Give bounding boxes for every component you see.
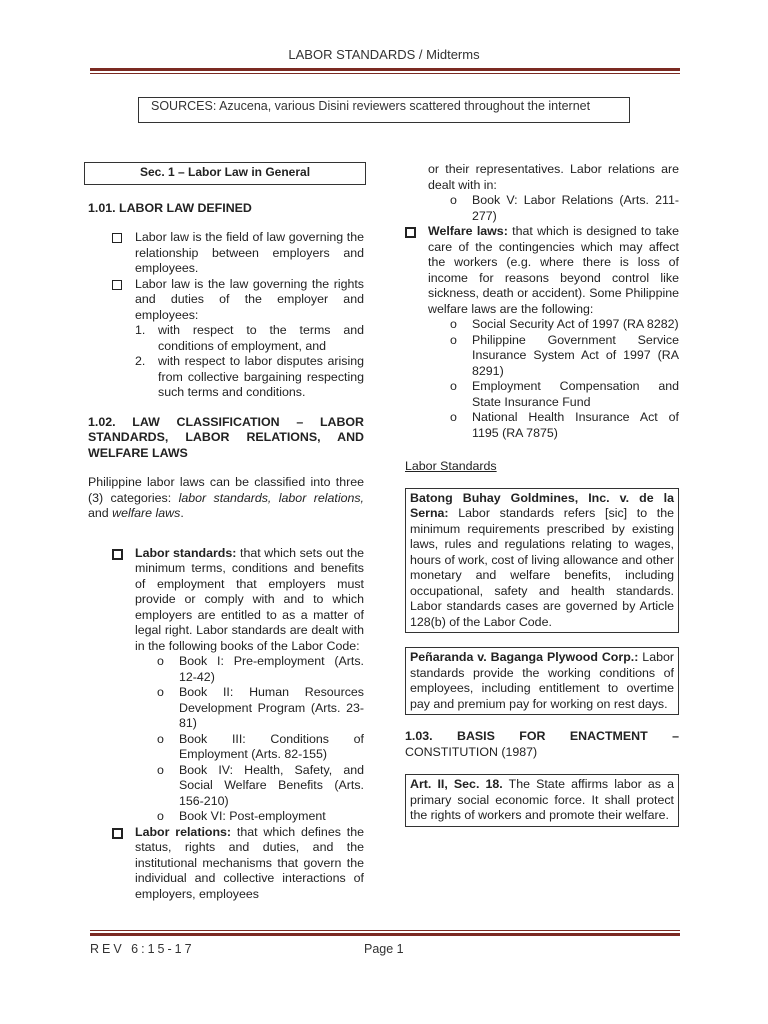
heading-1-01: 1.01. LABOR LAW DEFINED bbox=[88, 200, 252, 215]
header-rule bbox=[90, 68, 680, 74]
list-item: o Book IV: Health, Safety, and Social Welfare Benefits (Arts. 156-210) bbox=[157, 762, 364, 808]
square-bullet-icon bbox=[112, 549, 123, 560]
sources-text: SOURCES: Azucena, various Disini reviewers scattered throughout the internet bbox=[151, 99, 591, 113]
square-bullet-icon bbox=[405, 227, 416, 238]
numbered-list bbox=[135, 323, 364, 401]
list-item: o Book II: Human Resources Development Program (Arts. 23-81) bbox=[157, 685, 364, 730]
list-item: 2. with respect to labor disputes arising from collective bargaining respecting such terms and conditions. bbox=[135, 354, 364, 399]
sources-box bbox=[138, 97, 630, 123]
list-item: o Book V: Labor Relations (Arts. 211-277) bbox=[450, 193, 679, 223]
books-list bbox=[135, 654, 364, 825]
list-item: Welfare laws: that which is designed to take care of the contingencies which may affect the workers (e.g. where there is loss of income for reasons beyond control like sickness, death or accident). Some Philippine welfare laws are the following: o Social Security Act of 1997 (RA 8282) o Philippine Government Service Insurance System Act of 1997 (RA 8291) o Employment Compensation and State Insurance Fund o National Health Insurance Act of 1195 (RA 7875) bbox=[405, 224, 679, 441]
welfare-laws-list bbox=[428, 317, 679, 441]
article-box: Art. II, Sec. 18. The State affirms labor as a primary social economic force. It shall protect the rights of workers and promote their welfare. bbox=[405, 774, 679, 827]
right-column bbox=[405, 162, 679, 841]
list-item: o Book VI: Post-employment bbox=[157, 809, 326, 823]
page-number: Page 1 bbox=[364, 942, 404, 956]
list-item: o Social Security Act of 1997 (RA 8282) bbox=[450, 317, 679, 331]
list-item: Labor standards: that which sets out the minimum terms, conditions and benefits of employment that employers must provide or comply with and to which employers are entitled to as a matter of legal right. Labor standards are dealt with in the following books of the Labor Code: o Book I: Pre-employment (Arts. 12-42) o Book II: Human Resources Development Program (Arts. 23-81) o Book III: Conditions of Employment (Arts. 82-155) o Book IV: Health, Safety, and Social Welfare Benefits (Arts. 156-210) o Book VI: Post-employment bbox=[88, 546, 364, 825]
section-title-box: Sec. 1 – Labor Law in General bbox=[84, 162, 366, 185]
intro-paragraph: Philippine labor laws can be classified into three (3) categories: labor standards, labor relations, and welfare laws. bbox=[88, 475, 364, 520]
list-item: o Book I: Pre-employment (Arts. 12-42) bbox=[157, 654, 364, 684]
list-item: o Book III: Conditions of Employment (Arts. 82-155) bbox=[157, 731, 364, 761]
page-header-title: LABOR STANDARDS / Midterms bbox=[288, 47, 480, 62]
continued-text: or their representatives. Labor relations are dealt with in: o Book V: Labor Relations (Arts. 211-277) bbox=[428, 162, 679, 223]
case-box-penaranda: Peñaranda v. Baganga Plywood Corp.: Labor standards provide the working conditions of employees, including entitlement to overtime pay and premium pay for working on rest days. bbox=[405, 647, 679, 715]
revision-label: REV 6:15-17 bbox=[90, 942, 195, 956]
labor-relations-books-list bbox=[428, 193, 679, 224]
list-item: 1. with respect to the terms and conditions of employment, and bbox=[135, 323, 364, 353]
left-column bbox=[88, 162, 364, 902]
list-item: Labor relations: that which defines the status, rights and duties, and the institutional mechanisms that govern the individual and collective interactions of employers, employees bbox=[88, 825, 364, 903]
list-item: Labor law is the field of law governing the relationship between employers and employees. bbox=[88, 230, 364, 277]
case-box-batong-buhay: Batong Buhay Goldmines, Inc. v. de la Serna: Labor standards refers [sic] to the minimum requirements prescribed by existing laws, rules and regulations relating to wages, hours of work, cost of living allowance and other monetary and welfare benefits, including occupational, safety and health standards. Labor standards cases are governed by Article 128(b) of the Labor Code. bbox=[405, 488, 679, 634]
heading-1-03: 1.03. BASIS FOR ENACTMENT – CONSTITUTION (1987) bbox=[405, 729, 679, 759]
heading-1-02: 1.02. LAW CLASSIFICATION – LABOR STANDARDS, LABOR RELATIONS, AND WELFARE LAWS bbox=[88, 414, 364, 460]
square-bullet-icon bbox=[112, 233, 122, 243]
square-bullet-icon bbox=[112, 280, 122, 290]
list-item: Labor law is the law governing the rights and duties of the employer and employees: 1. with respect to the terms and conditions of employment, and 2. with respect to labor disputes arising from collective bargaining respecting such terms and conditions. bbox=[88, 277, 364, 401]
footer-rule bbox=[90, 930, 680, 936]
list-item: o National Health Insurance Act of 1195 (RA 7875) bbox=[450, 410, 679, 440]
labor-standards-subheading: Labor Standards bbox=[405, 459, 497, 473]
list-item: o Employment Compensation and State Insurance Fund bbox=[450, 379, 679, 409]
square-bullet-icon bbox=[112, 828, 123, 839]
list-item: o Philippine Government Service Insurance System Act of 1997 (RA 8291) bbox=[450, 332, 679, 378]
